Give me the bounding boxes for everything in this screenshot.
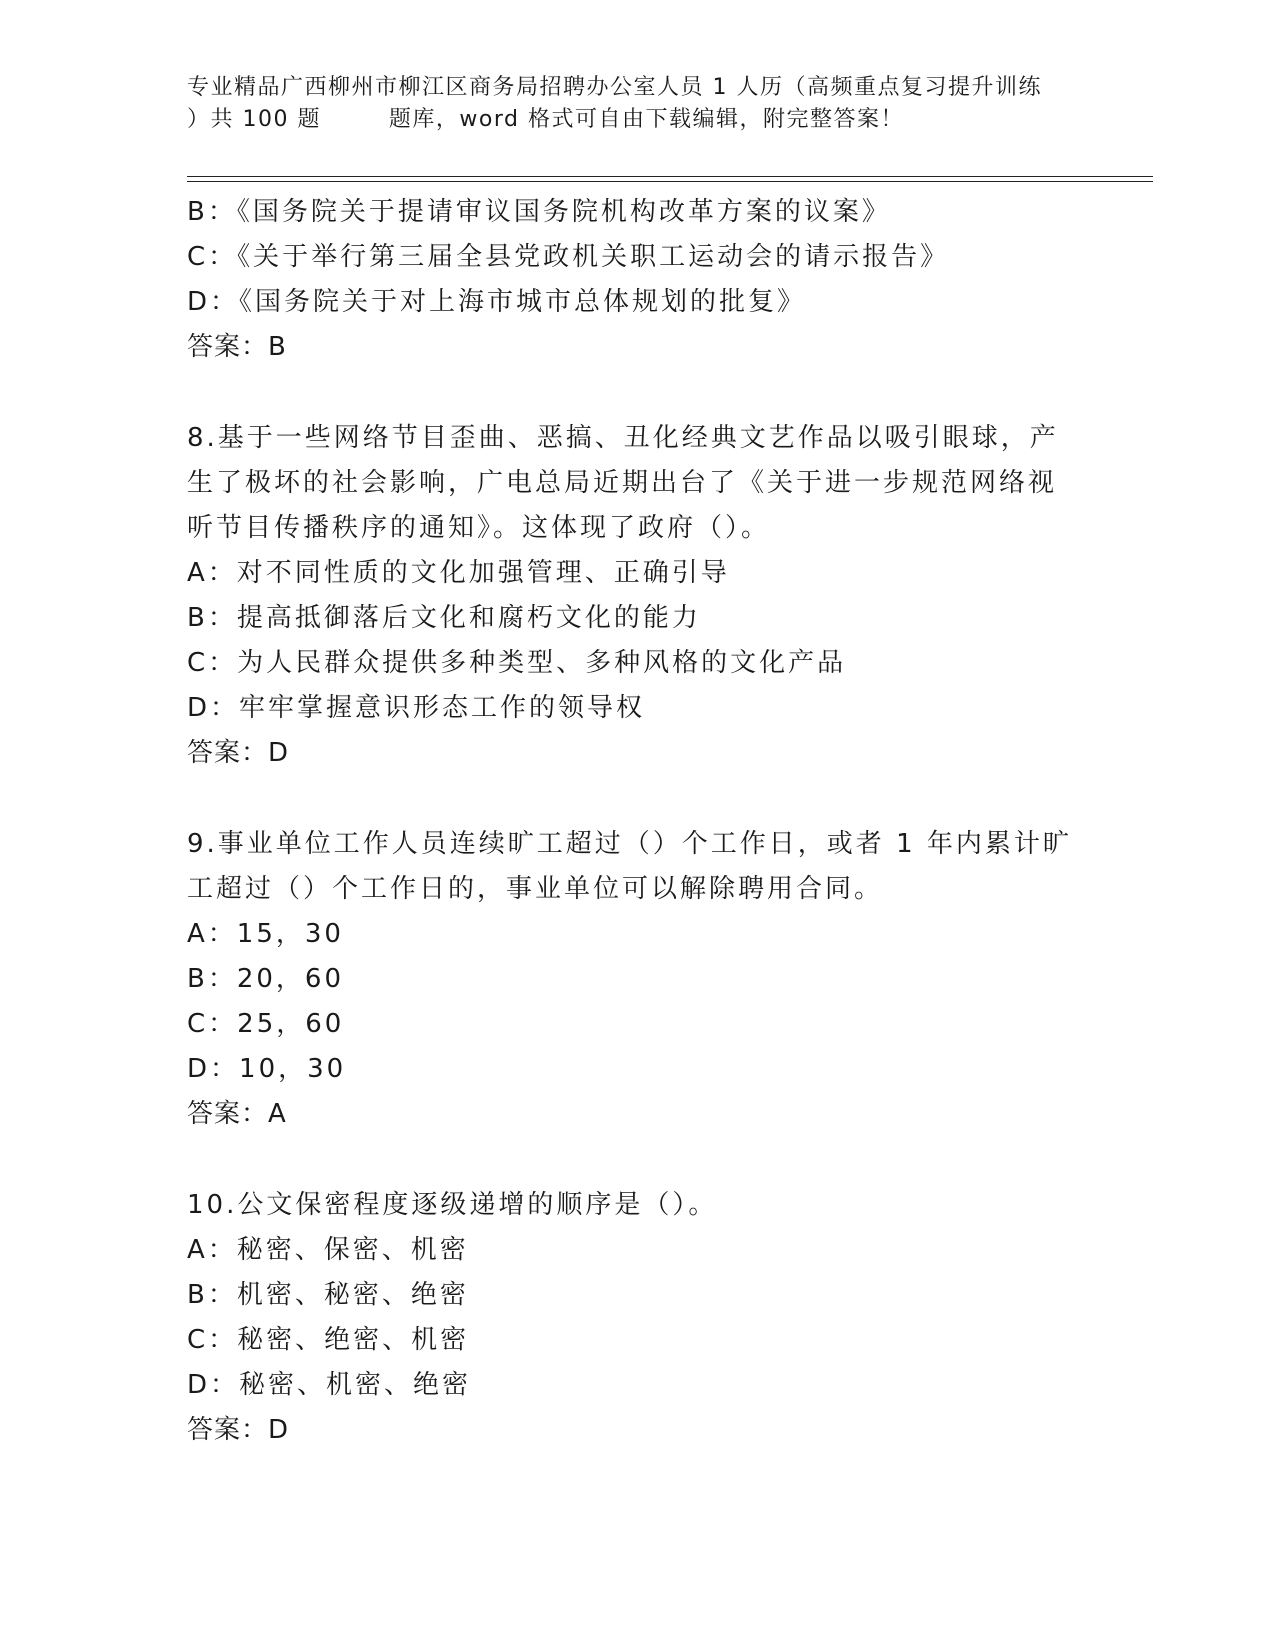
stem-line: 生了极坏的社会影响，广电总局近期出台了《关于进一步规范网络视 — [187, 468, 1058, 498]
previous-question — [187, 190, 1087, 370]
document-header — [187, 72, 1097, 136]
option-a: A：对不同性质的文化加强管理、正确引导 — [187, 558, 730, 588]
answer: 答案：D — [187, 738, 290, 768]
option-c: C：25，60 — [187, 1009, 345, 1039]
question-9 — [187, 822, 1087, 1137]
option-a: A：15，30 — [187, 919, 344, 949]
option-b: B：提高抵御落后文化和腐朽文化的能力 — [187, 603, 701, 633]
option-c: C：《关于举行第三届全县党政机关职工运动会的请示报告》 — [187, 242, 950, 272]
header-divider-bottom — [187, 181, 1153, 182]
question-10 — [187, 1183, 1087, 1453]
option-c: C：为人民群众提供多种类型、多种风格的文化产品 — [187, 648, 847, 678]
option-b: B：20，60 — [187, 964, 345, 994]
option-d: D：秘密、机密、绝密 — [187, 1370, 472, 1400]
stem-line: 工超过（）个工作日的，事业单位可以解除聘用合同。 — [187, 874, 884, 904]
question-stem — [187, 822, 1087, 912]
question-8 — [187, 416, 1087, 776]
option-d: D：牢牢掌握意识形态工作的领导权 — [187, 693, 646, 723]
option-d: D：《国务院关于对上海市城市总体规划的批复》 — [187, 287, 807, 317]
option-b: B：《国务院关于提请审议国务院机构改革方案的议案》 — [187, 197, 891, 227]
question-stem — [187, 416, 1087, 551]
question-stem — [187, 1183, 1087, 1228]
option-a: A：秘密、保密、机密 — [187, 1235, 469, 1265]
answer: 答案：B — [187, 332, 287, 362]
stem-line: 10.公文保密程度逐级递增的顺序是（）。 — [187, 1190, 718, 1220]
header-line-2: ）共 100 题 题库，word 格式可自由下载编辑，附完整答案！ — [187, 107, 904, 132]
option-b: B：机密、秘密、绝密 — [187, 1280, 469, 1310]
header-line-1: 专业精品广西柳州市柳江区商务局招聘办公室人员 1 人历（高频重点复习提升训练 — [187, 75, 1042, 100]
header-divider-top — [187, 176, 1153, 177]
question-content — [187, 190, 1087, 1453]
answer: 答案：D — [187, 1415, 290, 1445]
stem-line: 9.事业单位工作人员连续旷工超过（）个工作日，或者 1 年内累计旷 — [187, 829, 1072, 859]
option-c: C：秘密、绝密、机密 — [187, 1325, 470, 1355]
stem-line: 8.基于一些网络节目歪曲、恶搞、丑化经典文艺作品以吸引眼球，产 — [187, 423, 1059, 453]
answer: 答案：A — [187, 1099, 287, 1129]
stem-line: 听节目传播秩序的通知》。这体现了政府（）。 — [187, 513, 771, 543]
option-d: D：10，30 — [187, 1054, 347, 1084]
